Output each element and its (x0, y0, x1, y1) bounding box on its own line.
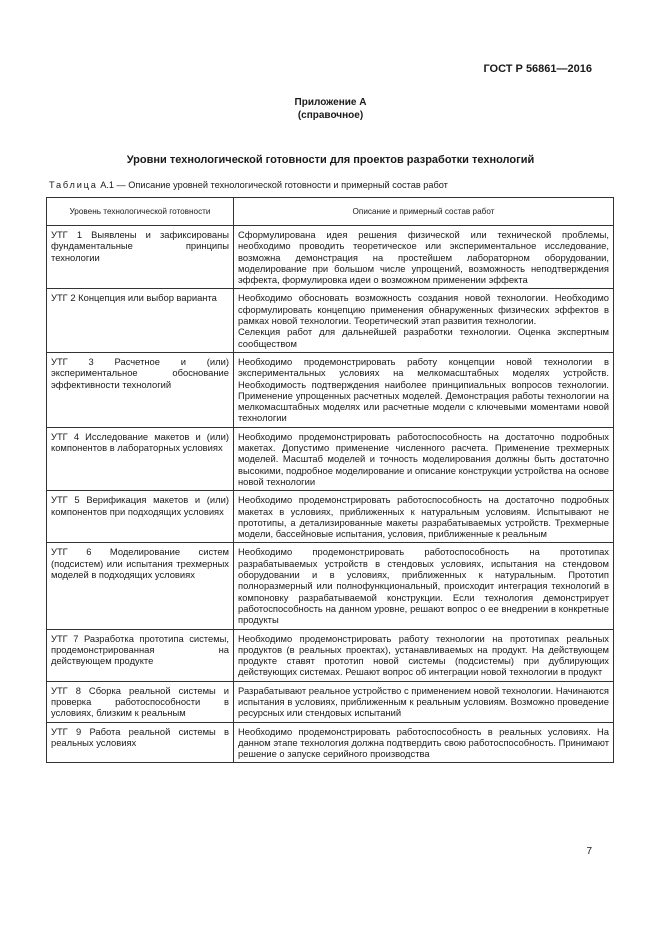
header-level: Уровень технологической готовности (47, 198, 234, 226)
table-row (47, 427, 614, 490)
table-caption-text: А.1 — Описание уровней технологической готовности и примерный состав работ (100, 180, 448, 190)
readiness-level-cell: УТГ 2 Концепция или выбор варианта (47, 289, 234, 352)
table-row (47, 226, 614, 289)
description-cell: Необходимо продемонстрировать работоспособность в реальных условиях. На данном этапе технология должна подтвердить свою работоспособность. Принимают решение о запуске серийного производства (234, 722, 614, 763)
table-row (47, 543, 614, 629)
readiness-level-cell: УТГ 8 Сборка реальной системы и проверка работоспособности в условиях, близким к реальным (47, 681, 234, 722)
table-row (47, 722, 614, 763)
table-row (47, 491, 614, 543)
appendix-subtitle: (справочное) (297, 110, 364, 121)
readiness-levels-table (46, 197, 614, 763)
table-row (47, 629, 614, 681)
readiness-level-cell: УТГ 3 Расчетное и (или) экспериментальное обоснование эффективности технологий (47, 352, 234, 427)
header-description: Описание и примерный состав работ (234, 198, 614, 226)
appendix-heading (0, 96, 661, 122)
readiness-level-cell: УТГ 9 Работа реальной системы в реальных условиях (47, 722, 234, 763)
table-caption (49, 180, 448, 190)
readiness-level-cell: УТГ 5 Верификация макетов и (или) компонентов при подходящих условиях (47, 491, 234, 543)
page-number: 7 (586, 846, 592, 857)
description-cell: Необходимо продемонстрировать работоспособность на прототипах разрабатываемых устройств в стендовых условиях, испытания на стендовом оборудовании и в условиях, приближенных к натуральным. Прототип полноразмерный или полнофункциональный, происходит интеграция технологий в компоновку разрабатываемой конструкции. Если технология демонстрирует работоспособность на данном уровне, решают вопрос о ее внедрении в конкретные продукты (234, 543, 614, 629)
description-cell: Разрабатывают реальное устройство с применением новой технологии. Начинаются испытания в условиях, приближенным к реальным условиям. Возможно проведение ресурсных или стендовых испытаний (234, 681, 614, 722)
table-row (47, 681, 614, 722)
table-row (47, 352, 614, 427)
description-cell: Необходимо продемонстрировать работу концепции новой технологии в экспериментальных условиях на мелкомасштабных моделях устройств. Необходимость подтверждения наиболее принципиальных вопросов технологии. Применение упрощенных расчетных моделей. Демонстрация работы технологии на мелкомасштабных моделях или расчетные модели с ключевыми моментами новой технологии (234, 352, 614, 427)
table-header-row (47, 198, 614, 226)
description-cell: Сформулирована идея решения физической или технической проблемы, необходимо проводить теоретическое или экспериментальное исследование, возможна демонстрация на простейшем лабораторном оборудовании, моделирование при большом числе упрощений, возможность неподтверждения эффекта, формулировка идеи о возможном применении эффекта (234, 226, 614, 289)
description-cell: Необходимо обосновать возможность создания новой технологии. Необходимо сформулировать концепцию применения обнаруженных физических эффектов в рамках новой технологии. Теоретический этап развития технологии. Селекция работ для дальнейшей разработки технологии. Оценка экспертным сообществом (234, 289, 614, 352)
appendix-title: Приложение А (294, 97, 367, 108)
readiness-level-cell: УТГ 6 Моделирование систем (подсистем) или испытания трехмерных моделей в подходящих условиях (47, 543, 234, 629)
standard-number: ГОСТ Р 56861—2016 (483, 63, 592, 75)
document-title: Уровни технологической готовности для проектов разработки технологий (126, 154, 535, 166)
description-cell: Необходимо продемонстрировать работоспособность на достаточно подробных макетах. Допустимо применение численного расчета. Применение трехмерных моделей. Масштаб моделей и точность моделирования должны быть достаточно высокими, подробное моделирование и описание конструкции устройства на основе новой технологии (234, 427, 614, 490)
table-caption-prefix: Таблица (49, 180, 98, 190)
readiness-level-cell: УТГ 7 Разработка прототипа системы, продемонстрированная на действующем продукте (47, 629, 234, 681)
readiness-level-cell: УТГ 4 Исследование макетов и (или) компонентов в лабораторных условиях (47, 427, 234, 490)
description-cell: Необходимо продемонстрировать работоспособность на достаточно подробных макетах в условиях, приближенных к натуральным условиям. Испытывают не прототипы, а детализированные макеты разрабатываемых устройств. Трехмерные модели, бассейновые испытания, условия, приближенные к реальным (234, 491, 614, 543)
description-cell: Необходимо продемонстрировать работу технологии на прототипах реальных продуктов (в реальных проектах), устанавливаемых на продукт. На действующем продукте ставят прототип новой системы (подсистемы) при дублирующих действующих системах. Решают вопрос об интеграции новой технологии в продукт (234, 629, 614, 681)
readiness-level-cell: УТГ 1 Выявлены и зафиксированы фундаментальные принципы технологии (47, 226, 234, 289)
table-row (47, 289, 614, 352)
